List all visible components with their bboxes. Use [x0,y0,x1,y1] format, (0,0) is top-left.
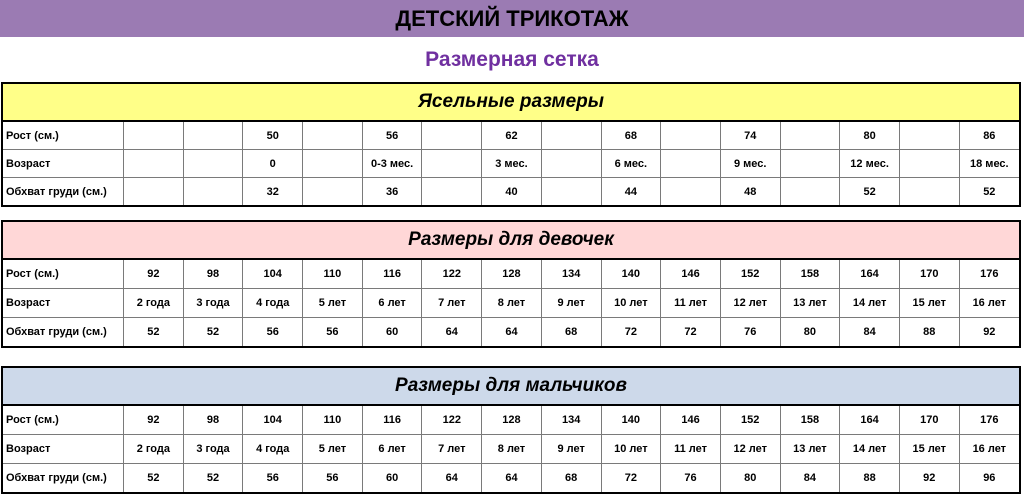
table-cell: 98 [183,406,243,435]
table-cell: 110 [303,406,363,435]
row-label-age: Возраст [3,150,124,178]
table-cell: 158 [780,260,840,289]
table-cell: 15 лет [899,435,959,464]
table-cell [183,178,243,206]
table-cell: 32 [243,178,303,206]
table-cell: 11 лет [661,289,721,318]
table-cell [124,178,184,206]
table-cell: 164 [840,406,900,435]
table-cell: 88 [840,464,900,493]
table-cell: 14 лет [840,289,900,318]
table-cell: 8 лет [482,435,542,464]
table-cell: 6 мес. [601,150,661,178]
table-cell: 128 [482,406,542,435]
table-cell: 10 лет [601,289,661,318]
table-cell [422,122,482,150]
table-cell: 5 лет [303,289,363,318]
row-label-height: Рост (см.) [3,260,124,289]
table-cell: 40 [482,178,542,206]
table-cell [303,122,363,150]
table-cell: 92 [899,464,959,493]
table-cell: 52 [124,318,184,347]
table-cell: 11 лет [661,435,721,464]
table-cell [899,178,959,206]
table-cell: 4 года [243,435,303,464]
table-cell: 134 [541,260,601,289]
table-cell: 3 мес. [482,150,542,178]
table-cell: 146 [661,260,721,289]
table-cell: 2 года [124,289,184,318]
table-cell: 176 [959,406,1019,435]
table-cell [661,150,721,178]
table-cell: 13 лет [780,289,840,318]
baby-sizes-section [1,82,1021,207]
table-cell: 52 [124,464,184,493]
table-cell [899,150,959,178]
girls-chest-row [3,318,1019,347]
table-cell [124,122,184,150]
table-cell [780,150,840,178]
baby-chest-row [3,178,1019,206]
girls-sizes-table [3,260,1019,346]
table-cell: 12 лет [720,289,780,318]
table-cell [541,122,601,150]
row-label-height: Рост (см.) [3,122,124,150]
table-cell: 64 [482,318,542,347]
row-label-age: Возраст [3,289,124,318]
table-cell [183,150,243,178]
table-cell: 7 лет [422,435,482,464]
boys-sizes-section [1,366,1021,494]
table-cell: 176 [959,260,1019,289]
table-cell: 74 [720,122,780,150]
table-cell: 4 года [243,289,303,318]
table-cell: 56 [303,318,363,347]
table-cell [303,150,363,178]
table-cell: 92 [124,260,184,289]
table-cell [780,178,840,206]
table-cell: 128 [482,260,542,289]
table-cell: 52 [183,464,243,493]
baby-height-row [3,122,1019,150]
boys-sizes-title: Размеры для мальчиков [395,375,627,396]
page-title: ДЕТСКИЙ ТРИКОТАЖ [395,5,629,31]
table-cell [422,178,482,206]
table-cell: 116 [362,406,422,435]
baby-sizes-table [3,122,1019,205]
table-cell: 140 [601,260,661,289]
table-cell: 72 [601,318,661,347]
page-subtitle: Размерная сетка [425,48,599,71]
table-cell: 16 лет [959,435,1019,464]
row-label-age: Возраст [3,435,124,464]
table-cell: 36 [362,178,422,206]
table-cell: 60 [362,464,422,493]
girls-sizes-title: Размеры для девочек [408,229,614,250]
row-label-chest: Обхват груди (см.) [3,318,124,347]
boys-sizes-header [3,368,1019,406]
table-cell: 104 [243,406,303,435]
table-cell: 152 [720,260,780,289]
boys-sizes-table [3,406,1019,492]
table-cell: 52 [183,318,243,347]
table-cell: 14 лет [840,435,900,464]
table-cell: 158 [780,406,840,435]
table-cell: 15 лет [899,289,959,318]
table-cell [541,150,601,178]
table-cell: 3 года [183,435,243,464]
boys-height-row [3,406,1019,435]
table-cell: 92 [124,406,184,435]
table-cell: 164 [840,260,900,289]
table-cell: 9 мес. [720,150,780,178]
table-cell [124,150,184,178]
table-cell: 80 [780,318,840,347]
boys-chest-row [3,464,1019,493]
table-cell: 56 [303,464,363,493]
girls-sizes-section [1,220,1021,348]
girls-age-row [3,289,1019,318]
table-cell: 56 [362,122,422,150]
table-cell: 44 [601,178,661,206]
table-cell: 116 [362,260,422,289]
table-cell: 5 лет [303,435,363,464]
table-cell: 96 [959,464,1019,493]
table-cell: 0-3 мес. [362,150,422,178]
table-cell [422,150,482,178]
table-cell: 122 [422,260,482,289]
subtitle-row [0,42,1024,78]
table-cell: 122 [422,406,482,435]
table-cell [899,122,959,150]
table-cell: 13 лет [780,435,840,464]
table-cell: 72 [661,318,721,347]
table-cell: 170 [899,260,959,289]
row-label-chest: Обхват груди (см.) [3,464,124,493]
table-cell: 52 [959,178,1019,206]
table-cell: 72 [601,464,661,493]
table-cell: 110 [303,260,363,289]
table-cell: 88 [899,318,959,347]
table-cell: 12 лет [720,435,780,464]
table-cell: 0 [243,150,303,178]
table-cell: 68 [541,318,601,347]
baby-age-row [3,150,1019,178]
table-cell [303,178,363,206]
table-cell: 2 года [124,435,184,464]
table-cell: 56 [243,464,303,493]
table-cell: 18 мес. [959,150,1019,178]
table-cell: 52 [840,178,900,206]
girls-height-row [3,260,1019,289]
table-cell: 80 [720,464,780,493]
table-cell: 98 [183,260,243,289]
table-cell: 60 [362,318,422,347]
table-cell: 7 лет [422,289,482,318]
table-cell: 104 [243,260,303,289]
baby-sizes-header [3,84,1019,122]
table-cell [661,122,721,150]
table-cell: 6 лет [362,289,422,318]
table-cell: 16 лет [959,289,1019,318]
title-banner [0,0,1024,37]
table-cell: 12 мес. [840,150,900,178]
table-cell: 86 [959,122,1019,150]
table-cell: 84 [780,464,840,493]
table-cell [780,122,840,150]
table-cell [541,178,601,206]
girls-sizes-header [3,222,1019,260]
table-cell: 170 [899,406,959,435]
table-cell: 76 [720,318,780,347]
table-cell [183,122,243,150]
table-cell: 134 [541,406,601,435]
table-cell: 140 [601,406,661,435]
table-cell: 84 [840,318,900,347]
row-label-height: Рост (см.) [3,406,124,435]
table-cell: 9 лет [541,289,601,318]
table-cell [661,178,721,206]
table-cell: 9 лет [541,435,601,464]
table-cell: 68 [601,122,661,150]
table-cell: 146 [661,406,721,435]
table-cell: 76 [661,464,721,493]
table-cell: 50 [243,122,303,150]
table-cell: 64 [422,318,482,347]
row-label-chest: Обхват груди (см.) [3,178,124,206]
table-cell: 56 [243,318,303,347]
table-cell: 64 [482,464,542,493]
table-cell: 68 [541,464,601,493]
table-cell: 48 [720,178,780,206]
table-cell: 92 [959,318,1019,347]
table-cell: 80 [840,122,900,150]
table-cell: 10 лет [601,435,661,464]
baby-sizes-title: Ясельные размеры [418,91,604,112]
table-cell: 8 лет [482,289,542,318]
boys-age-row [3,435,1019,464]
table-cell: 152 [720,406,780,435]
table-cell: 62 [482,122,542,150]
table-cell: 3 года [183,289,243,318]
table-cell: 6 лет [362,435,422,464]
table-cell: 64 [422,464,482,493]
